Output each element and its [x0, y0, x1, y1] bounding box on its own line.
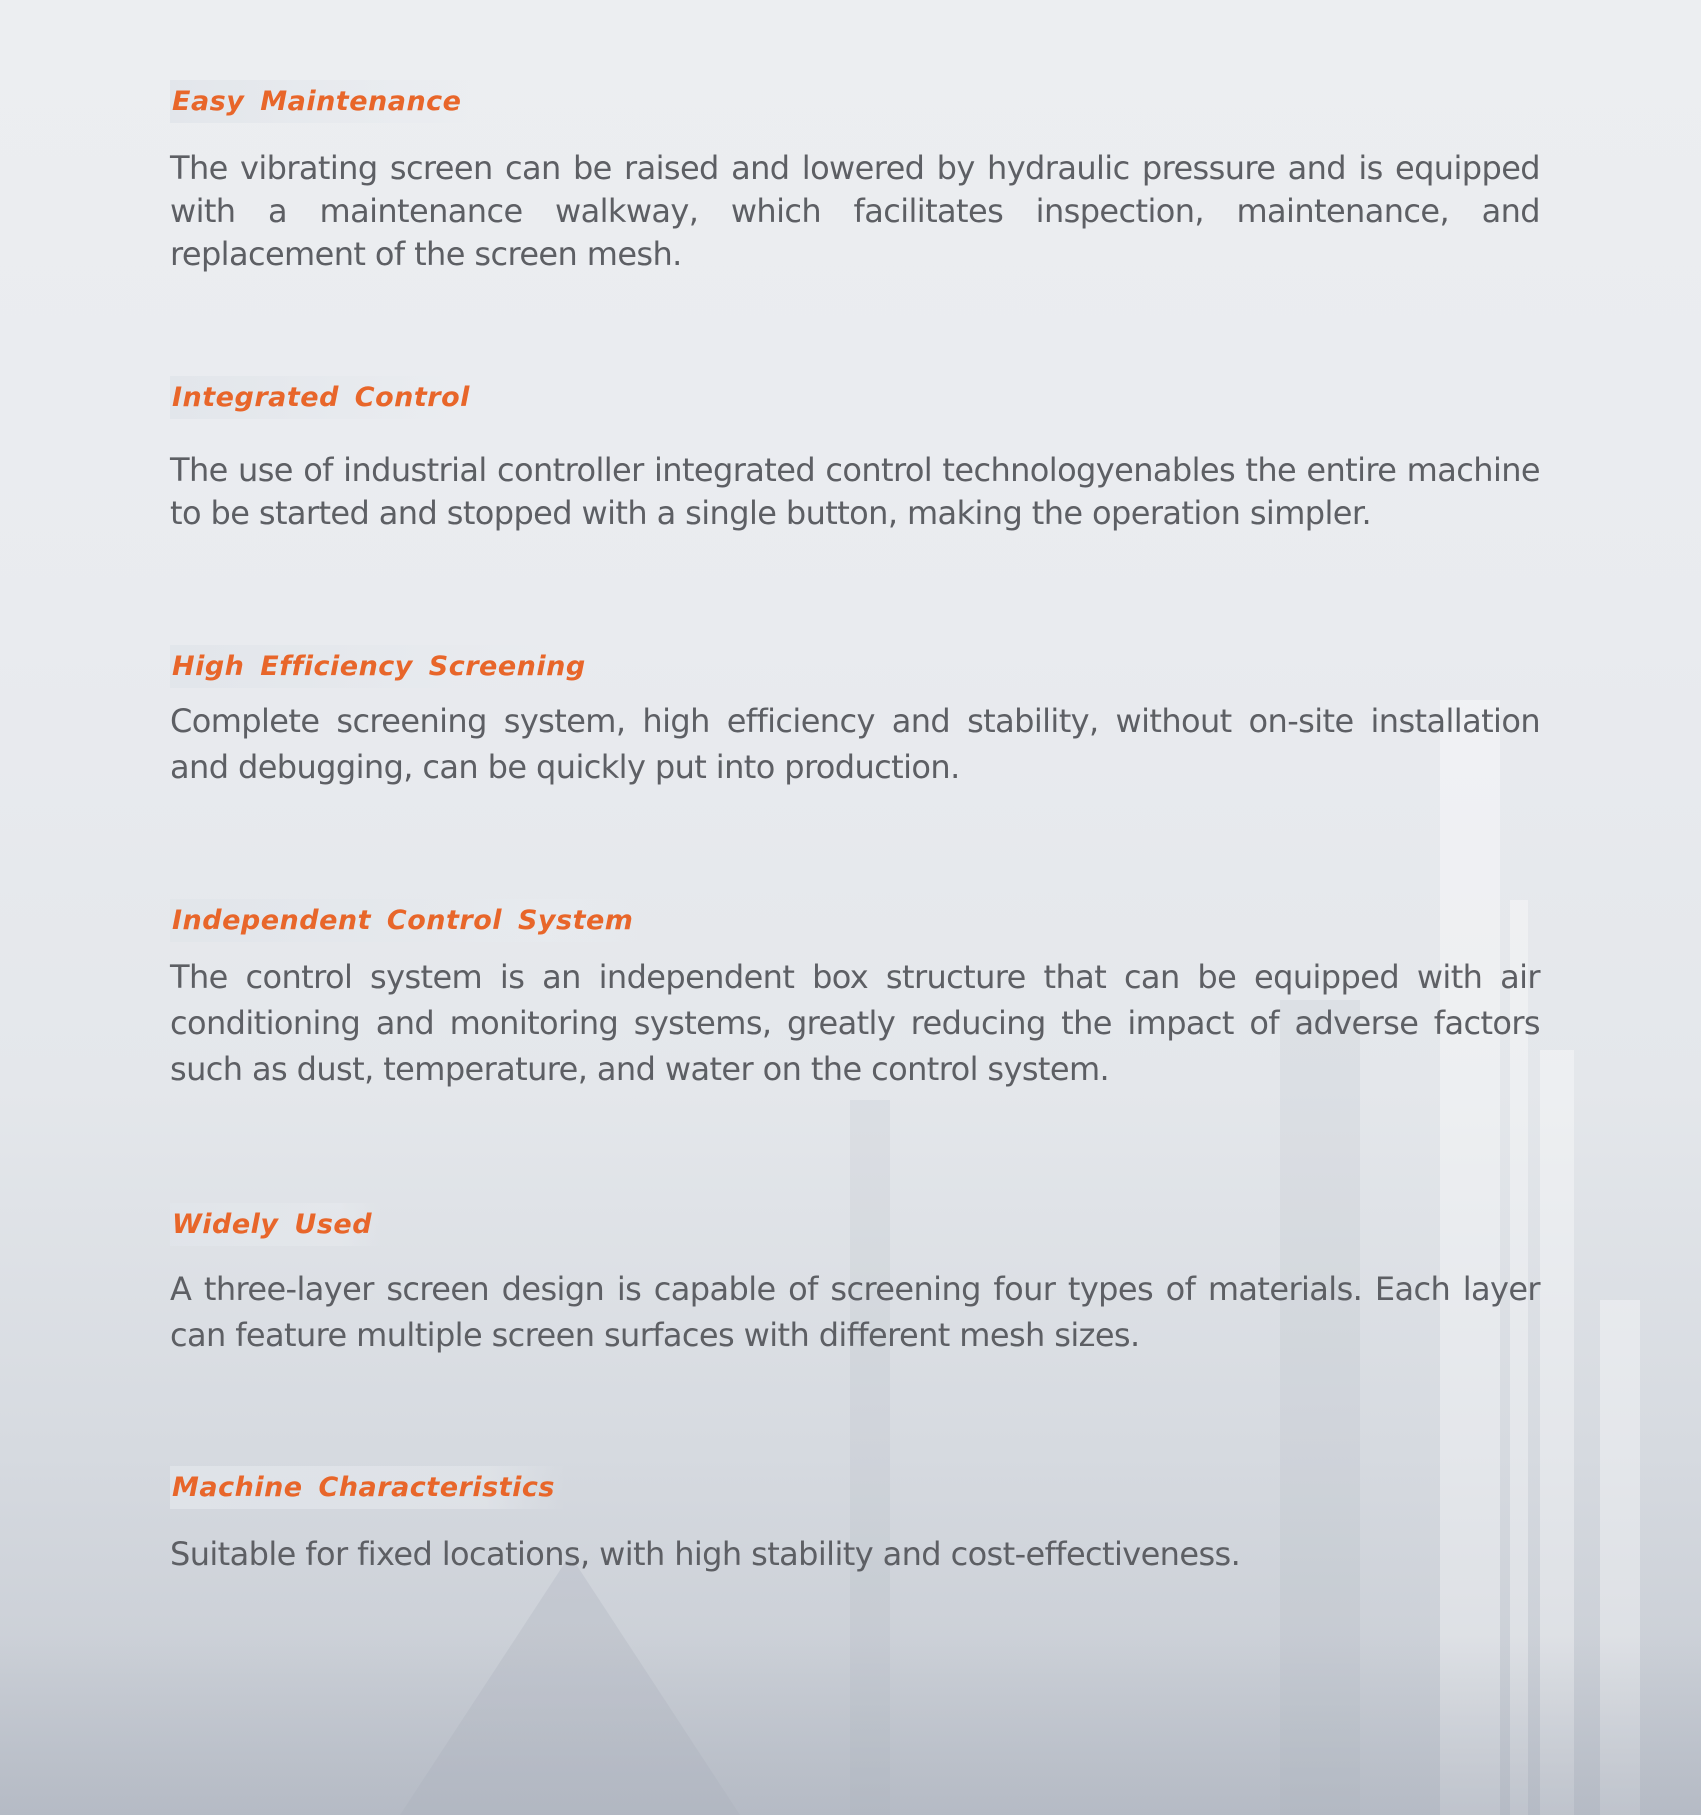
feature-description: The use of industrial controller integrated control technologyenables the entire machine to be started and stopped with a single button, making the operation simpler. [170, 451, 1540, 532]
feature-description: A three-layer screen design is capable of screening four types of materials. Each layer can feature multiple screen surfaces with different mesh sizes. [170, 1270, 1540, 1354]
feature-high-efficiency-screening [170, 645, 1540, 790]
feature-heading: Integrated Control [170, 376, 480, 419]
background-stripe [1600, 1300, 1640, 1815]
feature-heading: Machine Characteristics [170, 1466, 565, 1509]
feature-description: The control system is an independent box structure that can be equipped with air conditioning and monitoring systems, greatly reducing the impact of adverse factors such as dust, temperature, and water on the control system. [170, 958, 1540, 1088]
background-shape [400, 1555, 740, 1815]
feature-description: The vibrating screen can be raised and lowered by hydraulic pressure and is equipped with a maintenance walkway, which facilitates inspection, maintenance, and replacement of the screen mesh. [170, 149, 1540, 273]
feature-easy-maintenance [170, 80, 1540, 276]
feature-heading: Easy Maintenance [170, 80, 472, 123]
feature-integrated-control [170, 376, 1540, 535]
background-stripe [1280, 1000, 1360, 1815]
feature-description: Suitable for fixed locations, with high stability and cost-effectiveness. [170, 1535, 1241, 1573]
feature-heading: Widely Used [170, 1203, 382, 1246]
feature-machine-characteristics [170, 1466, 1540, 1576]
feature-heading: High Efficiency Screening [170, 645, 596, 688]
background-stripe [1540, 1050, 1574, 1815]
background-floor [0, 1635, 1701, 1815]
feature-heading: Independent Control System [170, 899, 643, 942]
feature-independent-control-system [170, 899, 1540, 1092]
feature-description: Complete screening system, high efficiency and stability, without on-site installation and debugging, can be quickly put into production. [170, 702, 1540, 786]
feature-widely-used [170, 1203, 1540, 1358]
